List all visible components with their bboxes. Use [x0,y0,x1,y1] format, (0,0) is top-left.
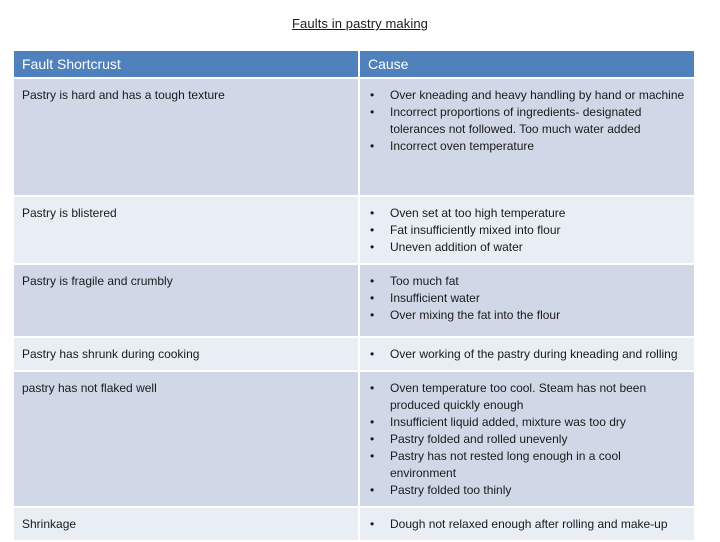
fault-cell: pastry has not flaked well [14,372,358,506]
cause-item: • Insufficient water [368,290,686,307]
cause-cell [358,197,694,263]
header-cause: Cause [358,51,694,77]
cause-list [368,516,686,533]
cause-cell [358,508,694,540]
fault-cell: Shrinkage [14,508,358,540]
cause-cell [358,338,694,370]
page-title: Faults in pastry making [292,16,428,31]
table-row [14,338,694,370]
faults-table [14,49,694,542]
cause-item: • Uneven addition of water [368,239,686,256]
cause-list [368,273,686,324]
cause-item: • Incorrect oven temperature [368,138,686,155]
cause-item: • Over mixing the fat into the flour [368,307,686,324]
cause-item: • Over kneading and heavy handling by hand or machine [368,87,686,104]
cause-list [368,87,686,155]
cause-item: • Pastry folded too thinly [368,482,686,499]
cause-item: • Pastry has not rested long enough in a cool environment [368,448,686,482]
table-row [14,372,694,506]
cause-item: • Oven set at too high temperature [368,205,686,222]
cause-item: • Dough not relaxed enough after rolling and make-up [368,516,686,533]
header-fault: Fault Shortcrust [14,51,358,77]
cause-list [368,346,686,363]
fault-cell: Pastry is hard and has a tough texture [14,79,358,195]
cause-item: • Insufficient liquid added, mixture was too dry [368,414,686,431]
fault-cell: Pastry is blistered [14,197,358,263]
table-header-row [14,51,694,77]
fault-cell: Pastry has shrunk during cooking [14,338,358,370]
table-row [14,197,694,263]
cause-list [368,205,686,256]
cause-cell [358,79,694,195]
cause-item: • Pastry folded and rolled unevenly [368,431,686,448]
cause-item: • Fat insufficiently mixed into flour [368,222,686,239]
fault-cell: Pastry is fragile and crumbly [14,265,358,336]
cause-cell [358,372,694,506]
cause-cell [358,265,694,336]
cause-item: • Incorrect proportions of ingredients- designated tolerances not followed. Too much water added [368,104,686,138]
cause-item: • Too much fat [368,273,686,290]
cause-item: • Oven temperature too cool. Steam has not been produced quickly enough [368,380,686,414]
table-row [14,265,694,336]
table-row [14,508,694,540]
table-row [14,79,694,195]
cause-item: • Over working of the pastry during kneading and rolling [368,346,686,363]
cause-list [368,380,686,499]
